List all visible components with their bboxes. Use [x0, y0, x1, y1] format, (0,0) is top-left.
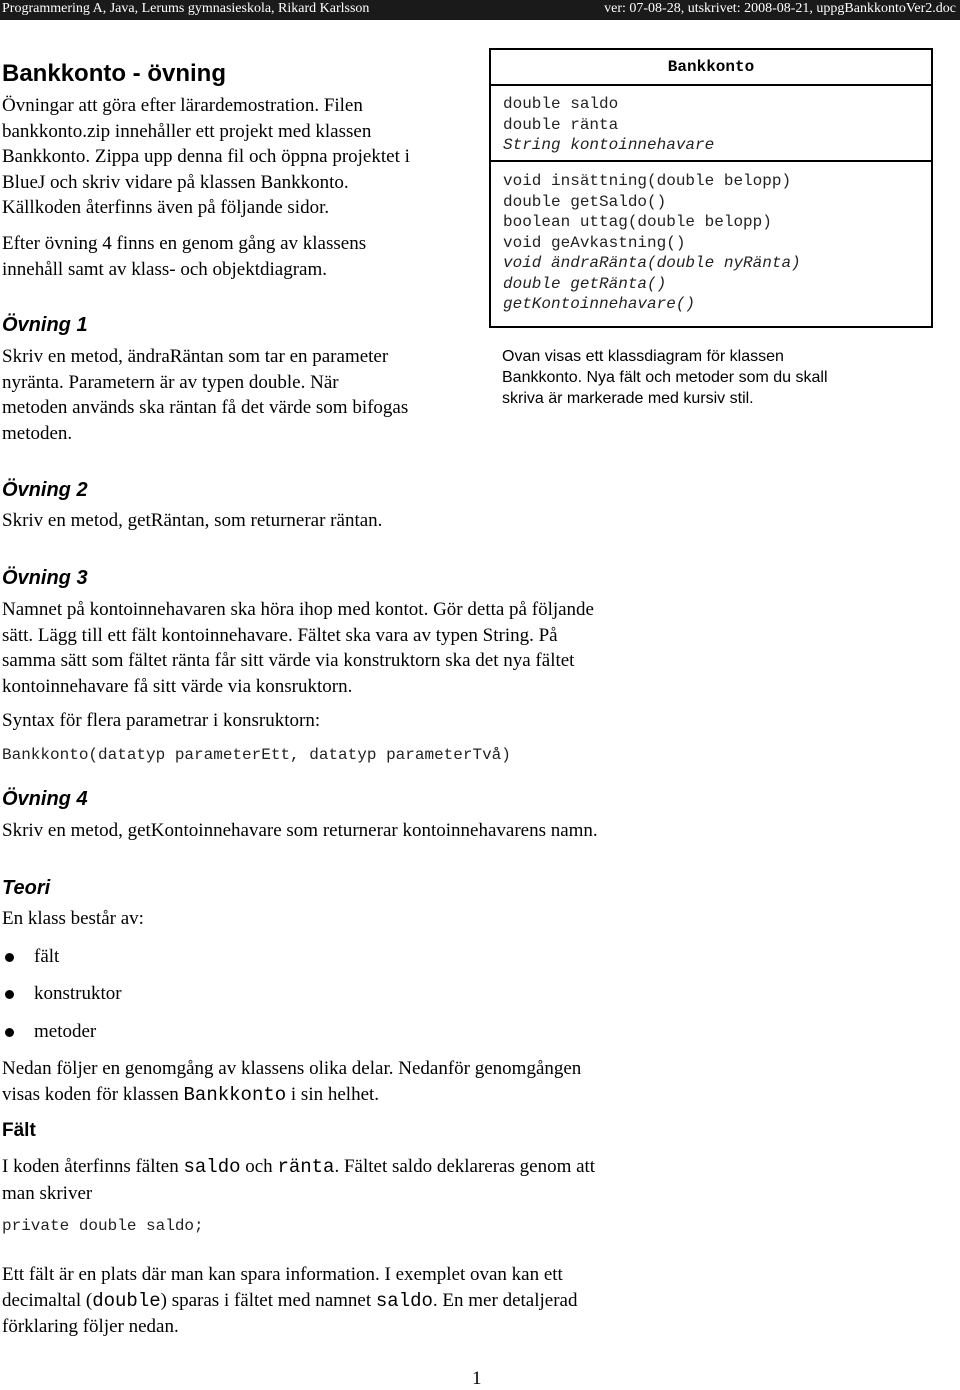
bullet-item: metoder: [34, 1021, 97, 1042]
uml-method: boolean uttag(double belopp): [503, 213, 772, 231]
ovning1-text: [2, 344, 480, 446]
uml-method-new: double getRänta(): [503, 274, 667, 293]
intro-line: bankkonto.zip innehåller ett projekt med klassen: [2, 120, 372, 142]
inline-code: Bankkonto: [183, 1083, 287, 1106]
intro-paragraph-2: [2, 231, 477, 282]
intro-line: innehåll samt av klass- och objektdiagram.: [2, 258, 328, 280]
caption-line: skriva är markerade med kursiv stil.: [502, 390, 754, 407]
page-title: Bankkonto - övning: [2, 60, 226, 87]
text-line: metoden används ska räntan få det värde som bifogas: [2, 397, 409, 418]
uml-methods: [503, 171, 801, 315]
uml-method-new: void ändraRänta(double nyRänta): [503, 254, 801, 272]
syntax-code: Bankkonto(datatyp parameterEtt, datatyp parameterTvå): [2, 746, 511, 764]
uml-separator: [491, 160, 931, 162]
bullet-dot: [5, 953, 14, 962]
text-span: i sin helhet.: [286, 1083, 380, 1105]
text-span: visas koden för klassen: [2, 1083, 184, 1105]
text-span: decimaltal (: [2, 1289, 93, 1311]
text-span: . Fältet saldo deklareras genom att: [334, 1156, 596, 1177]
text-line: metoden.: [2, 422, 73, 444]
text-line: [2, 1288, 722, 1315]
teori-intro: En klass består av:: [2, 908, 144, 929]
intro-line: Övningar att göra efter lärardemostration. Filen: [2, 95, 363, 116]
falt-paragraph-2: [2, 1262, 722, 1340]
intro-line: Bankkonto. Zippa upp denna fil och öppna projektet i: [2, 146, 410, 167]
bullet-dot: [5, 1028, 14, 1037]
uml-field: double saldo: [503, 95, 619, 113]
text-line: Skriv en metod, ändraRäntan som tar en parameter: [2, 346, 389, 367]
inline-code: saldo: [375, 1289, 433, 1312]
inline-code: saldo: [183, 1156, 241, 1178]
bullet-item: fält: [34, 946, 60, 967]
intro-line: Källkoden återfinns även på följande sidor.: [2, 197, 330, 218]
text-line: [2, 1154, 722, 1181]
text-line: nyränta. Parametern är av typen double. När: [2, 371, 339, 393]
text-line: samma sätt som fältet ränta får sitt värde via konstruktorn ska det nya fältet: [2, 650, 575, 671]
uml-class-name: Bankkonto: [491, 50, 931, 86]
ovning2-heading: Övning 2: [2, 479, 88, 501]
intro-line: BlueJ och skriv vidare på klassen Bankkonto.: [2, 171, 349, 193]
uml-class-diagram: [489, 48, 933, 328]
uml-field-new: String kontoinnehavare: [503, 136, 715, 154]
text-line: Namnet på kontoinnehavaren ska höra ihop med kontot. Gör detta på följande: [2, 599, 594, 620]
bullet-item: konstruktor: [34, 983, 122, 1004]
uml-method-new: getKontoinnehavare(): [503, 295, 696, 313]
bullet-dot: [5, 990, 14, 999]
text-line: förklaring följer nedan.: [2, 1316, 179, 1337]
teori-paragraph: [2, 1056, 722, 1108]
text-line: Ett fält är en plats där man kan spara information. I exemplet ovan kan ett: [2, 1264, 563, 1285]
uml-fields: [503, 94, 714, 156]
text-span: . En mer detaljerad: [432, 1289, 578, 1311]
intro-paragraph: [2, 93, 477, 221]
code-snippet: private double saldo;: [2, 1217, 204, 1235]
header-left: Programmering A, Java, Lerums gymnasieskola, Rikard Karlsson: [2, 1, 370, 16]
text-line: sätt. Lägg till ett fält kontoinnehavare. Fältet ska vara av typen String. På: [2, 624, 558, 646]
teori-heading: Teori: [2, 877, 51, 899]
uml-method: void geAvkastning(): [503, 233, 686, 252]
syntax-label: Syntax för flera parametrar i konsruktorn:: [2, 710, 321, 731]
page-header: [0, 0, 960, 20]
ovning4-text: Skriv en metod, getKontoinnehavare som returnerar kontoinnehavarens namn.: [2, 820, 598, 841]
text-span: ) sparas i fältet med namnet: [160, 1289, 376, 1311]
inline-code: ränta: [277, 1156, 335, 1178]
uml-field: double ränta: [503, 115, 619, 134]
caption-line: Ovan visas ett klassdiagram för klassen: [502, 348, 784, 365]
uml-method: double getSaldo(): [503, 192, 667, 211]
uml-caption: [502, 346, 932, 409]
text-span: I koden återfinns fälten: [2, 1156, 184, 1177]
text-line: man skriver: [2, 1182, 93, 1204]
ovning2-text: Skriv en metod, getRäntan, som returnerar räntan.: [2, 510, 383, 531]
text-line: kontoinnehavare få sitt värde via konsruktorn.: [2, 675, 353, 697]
uml-method: void insättning(double belopp): [503, 172, 792, 190]
text-span: och: [240, 1156, 278, 1177]
falt-heading: Fält: [2, 1120, 36, 1141]
inline-code: double: [92, 1289, 161, 1312]
header-right: ver: 07-08-28, utskrivet: 2008-08-21, uppgBankkontoVer2.doc: [604, 1, 956, 16]
ovning1-heading: Övning 1: [2, 314, 88, 336]
text-line: Nedan följer en genomgång av klassens olika delar. Nedanför genomgången: [2, 1058, 582, 1079]
caption-line: Bankkonto. Nya fält och metoder som du skall: [502, 369, 828, 386]
intro-line: Efter övning 4 finns en genom gång av klassens: [2, 233, 367, 254]
falt-paragraph-1: [2, 1154, 722, 1206]
page-number: 1: [472, 1368, 482, 1389]
ovning3-heading: Övning 3: [2, 567, 88, 589]
ovning3-text: [2, 597, 702, 699]
ovning4-heading: Övning 4: [2, 788, 88, 810]
text-line: [2, 1082, 722, 1109]
